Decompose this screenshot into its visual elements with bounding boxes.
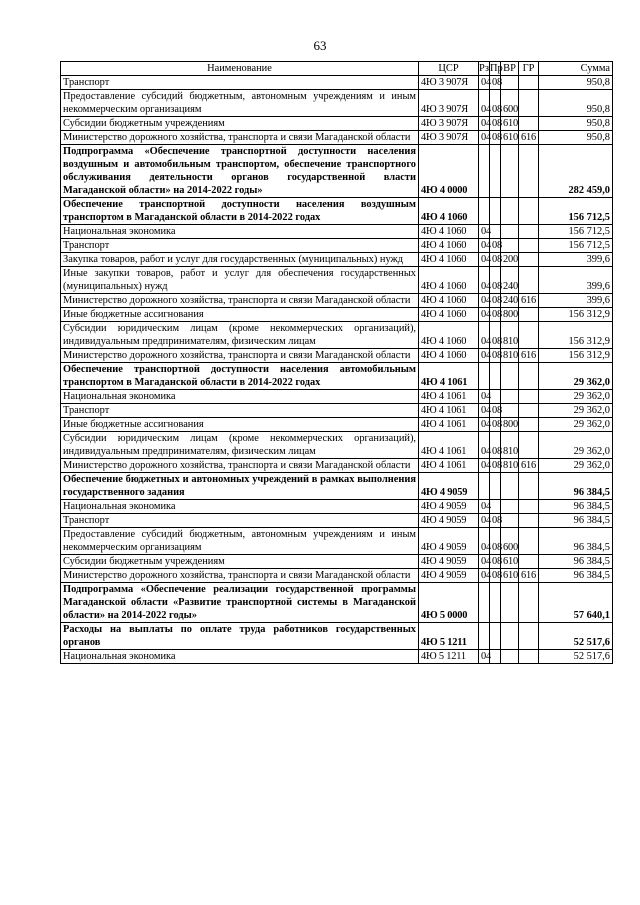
cell-gr	[519, 145, 539, 198]
cell-sum: 156 312,9	[539, 308, 613, 322]
cell-vr	[501, 623, 519, 650]
table-row	[61, 117, 613, 131]
cell-rz	[479, 623, 490, 650]
cell-name: Подпрограмма «Обеспечение реализации государственной программы Магаданской области «Развитие транспортной системы в Магаданской области» на 2014-2022 годы»	[61, 583, 419, 623]
cell-csr: 4Ю 4 1061	[419, 404, 479, 418]
cell-pr: 08	[490, 404, 501, 418]
cell-pr: 08	[490, 569, 501, 583]
cell-vr: 610	[501, 117, 519, 131]
cell-rz	[479, 363, 490, 390]
cell-name: Расходы на выплаты по оплате труда работников государственных органов	[61, 623, 419, 650]
cell-sum: 156 712,5	[539, 198, 613, 225]
cell-gr: 616	[519, 459, 539, 473]
cell-name: Обеспечение транспортной доступности населения воздушным транспортом в Магаданской области в 2014-2022 годах	[61, 198, 419, 225]
cell-vr: 610	[501, 131, 519, 145]
cell-rz: 04	[479, 404, 490, 418]
cell-pr: 08	[490, 432, 501, 459]
cell-sum: 399,6	[539, 267, 613, 294]
cell-sum: 950,8	[539, 117, 613, 131]
cell-sum: 950,8	[539, 90, 613, 117]
cell-name: Иные бюджетные ассигнования	[61, 308, 419, 322]
cell-sum: 96 384,5	[539, 528, 613, 555]
cell-rz: 04	[479, 322, 490, 349]
cell-rz: 04	[479, 90, 490, 117]
cell-sum: 282 459,0	[539, 145, 613, 198]
cell-pr: 08	[490, 267, 501, 294]
cell-vr: 810	[501, 459, 519, 473]
table-row	[61, 390, 613, 404]
cell-name: Транспорт	[61, 404, 419, 418]
cell-pr: 08	[490, 308, 501, 322]
cell-pr	[490, 225, 501, 239]
cell-gr	[519, 253, 539, 267]
cell-csr: 4Ю 4 1060	[419, 253, 479, 267]
cell-name: Национальная экономика	[61, 225, 419, 239]
cell-vr	[501, 500, 519, 514]
cell-csr: 4Ю 4 1061	[419, 432, 479, 459]
cell-gr	[519, 198, 539, 225]
cell-rz: 04	[479, 528, 490, 555]
cell-pr: 08	[490, 555, 501, 569]
table-row	[61, 528, 613, 555]
cell-sum: 156 712,5	[539, 225, 613, 239]
cell-sum: 29 362,0	[539, 390, 613, 404]
cell-csr: 4Ю 5 0000	[419, 583, 479, 623]
header-sum: Сумма	[539, 62, 613, 76]
cell-pr: 08	[490, 90, 501, 117]
table-row	[61, 363, 613, 390]
cell-csr: 4Ю 4 1061	[419, 363, 479, 390]
cell-rz: 04	[479, 76, 490, 90]
table-row	[61, 432, 613, 459]
cell-csr: 4Ю 4 1060	[419, 267, 479, 294]
cell-csr: 4Ю 3 907Я	[419, 76, 479, 90]
table-row	[61, 583, 613, 623]
cell-gr	[519, 583, 539, 623]
cell-sum: 156 312,9	[539, 349, 613, 363]
budget-table	[60, 61, 613, 664]
cell-rz: 04	[479, 294, 490, 308]
cell-csr: 4Ю 4 1060	[419, 308, 479, 322]
cell-vr	[501, 239, 519, 253]
cell-csr: 4Ю 4 1061	[419, 418, 479, 432]
cell-name: Субсидии юридическим лицам (кроме некоммерческих организаций), индивидуальным предпринимателям, физическим лицам	[61, 322, 419, 349]
cell-rz	[479, 473, 490, 500]
cell-name: Субсидии бюджетным учреждениям	[61, 555, 419, 569]
cell-gr	[519, 514, 539, 528]
cell-gr	[519, 650, 539, 664]
cell-rz: 04	[479, 569, 490, 583]
table-row	[61, 555, 613, 569]
cell-gr: 616	[519, 294, 539, 308]
cell-gr	[519, 117, 539, 131]
table-row	[61, 308, 613, 322]
table-row	[61, 650, 613, 664]
cell-vr: 600	[501, 528, 519, 555]
cell-rz: 04	[479, 253, 490, 267]
cell-rz: 04	[479, 418, 490, 432]
table-row	[61, 294, 613, 308]
cell-pr: 08	[490, 253, 501, 267]
cell-gr	[519, 623, 539, 650]
header-name: Наименование	[61, 62, 419, 76]
cell-vr: 800	[501, 418, 519, 432]
header-rz: Рз	[479, 63, 489, 74]
cell-pr: 08	[490, 322, 501, 349]
table-body	[61, 76, 613, 664]
cell-sum: 399,6	[539, 294, 613, 308]
cell-csr: 4Ю 4 1060	[419, 225, 479, 239]
cell-csr: 4Ю 5 1211	[419, 650, 479, 664]
cell-name: Транспорт	[61, 514, 419, 528]
cell-sum: 96 384,5	[539, 555, 613, 569]
cell-pr	[490, 473, 501, 500]
cell-rz: 04	[479, 349, 490, 363]
table-row	[61, 76, 613, 90]
cell-name: Министерство дорожного хозяйства, транспорта и связи Магаданской области	[61, 294, 419, 308]
cell-csr: 4Ю 4 1061	[419, 390, 479, 404]
table-row	[61, 459, 613, 473]
cell-name: Предоставление субсидий бюджетным, автономным учреждениям и иным некоммерческим организациям	[61, 90, 419, 117]
cell-sum: 29 362,0	[539, 404, 613, 418]
page-number: 63	[313, 38, 327, 53]
table-row	[61, 267, 613, 294]
table-row	[61, 239, 613, 253]
cell-vr: 800	[501, 308, 519, 322]
cell-gr: 616	[519, 349, 539, 363]
cell-vr	[501, 145, 519, 198]
cell-gr	[519, 528, 539, 555]
cell-name: Закупка товаров, работ и услуг для государственных (муниципальных) нужд	[61, 253, 419, 267]
cell-vr: 600	[501, 90, 519, 117]
table-row	[61, 473, 613, 500]
table-row	[61, 322, 613, 349]
cell-rz: 04	[479, 267, 490, 294]
header-pr: Пр	[490, 63, 503, 74]
cell-vr: 610	[501, 569, 519, 583]
cell-vr: 240	[501, 294, 519, 308]
cell-vr	[501, 76, 519, 90]
cell-vr: 810	[501, 349, 519, 363]
cell-gr	[519, 473, 539, 500]
cell-pr	[490, 623, 501, 650]
cell-pr	[490, 145, 501, 198]
cell-rz: 04	[479, 131, 490, 145]
cell-csr: 4Ю 4 9059	[419, 473, 479, 500]
table-row	[61, 514, 613, 528]
cell-sum: 96 384,5	[539, 569, 613, 583]
header-gr: ГР	[519, 62, 539, 76]
cell-gr	[519, 322, 539, 349]
cell-pr: 08	[490, 514, 501, 528]
table-row	[61, 131, 613, 145]
cell-gr: 616	[519, 569, 539, 583]
cell-name: Министерство дорожного хозяйства, транспорта и связи Магаданской области	[61, 569, 419, 583]
cell-rz: 04	[479, 500, 490, 514]
cell-vr	[501, 473, 519, 500]
table-row	[61, 623, 613, 650]
cell-rz: 04	[479, 239, 490, 253]
cell-csr: 4Ю 3 907Я	[419, 117, 479, 131]
cell-csr: 4Ю 4 1061	[419, 459, 479, 473]
cell-pr: 08	[490, 528, 501, 555]
cell-vr	[501, 650, 519, 664]
cell-rz: 04	[479, 117, 490, 131]
cell-pr: 08	[490, 239, 501, 253]
cell-name: Национальная экономика	[61, 650, 419, 664]
cell-csr: 4Ю 4 9059	[419, 528, 479, 555]
header-vr: ВР	[501, 62, 519, 76]
cell-name: Иные бюджетные ассигнования	[61, 418, 419, 432]
cell-pr: 08	[490, 117, 501, 131]
cell-gr	[519, 555, 539, 569]
cell-rz: 04	[479, 555, 490, 569]
table-row	[61, 90, 613, 117]
table-row	[61, 145, 613, 198]
table-header-row	[61, 62, 613, 76]
cell-csr: 4Ю 4 1060	[419, 294, 479, 308]
cell-sum: 57 640,1	[539, 583, 613, 623]
cell-vr: 810	[501, 432, 519, 459]
table-row	[61, 225, 613, 239]
cell-csr: 4Ю 4 1060	[419, 322, 479, 349]
table-row	[61, 349, 613, 363]
cell-rz	[479, 145, 490, 198]
cell-pr	[490, 583, 501, 623]
cell-sum: 156 712,5	[539, 239, 613, 253]
cell-csr: 4Ю 4 1060	[419, 198, 479, 225]
cell-vr: 200	[501, 253, 519, 267]
cell-pr: 08	[490, 349, 501, 363]
cell-vr: 610	[501, 555, 519, 569]
cell-gr	[519, 390, 539, 404]
cell-vr: 810	[501, 322, 519, 349]
cell-pr	[490, 363, 501, 390]
cell-pr: 08	[490, 294, 501, 308]
cell-vr	[501, 363, 519, 390]
cell-gr	[519, 363, 539, 390]
cell-sum: 29 362,0	[539, 363, 613, 390]
cell-name: Подпрограмма «Обеспечение транспортной доступности населения воздушным и автомобильным транспортом, обеспечение транспортного обслуживания деятельности органов государственной власти Магаданской области» на 2014-2022 годы»	[61, 145, 419, 198]
cell-name: Предоставление субсидий бюджетным, автономным учреждениям и иным некоммерческим организациям	[61, 528, 419, 555]
cell-sum: 52 517,6	[539, 623, 613, 650]
table-row	[61, 253, 613, 267]
cell-gr	[519, 432, 539, 459]
cell-csr: 4Ю 4 0000	[419, 145, 479, 198]
table-row	[61, 500, 613, 514]
cell-gr	[519, 418, 539, 432]
cell-rz: 04	[479, 225, 490, 239]
cell-sum: 399,6	[539, 253, 613, 267]
cell-name: Субсидии бюджетным учреждениям	[61, 117, 419, 131]
table-row	[61, 418, 613, 432]
cell-gr	[519, 90, 539, 117]
cell-name: Обеспечение бюджетных и автономных учреждений в рамках выполнения государственного задания	[61, 473, 419, 500]
cell-name: Транспорт	[61, 76, 419, 90]
table-row	[61, 404, 613, 418]
cell-name: Транспорт	[61, 239, 419, 253]
cell-name: Субсидии юридическим лицам (кроме некоммерческих организаций), индивидуальным предпринимателям, физическим лицам	[61, 432, 419, 459]
cell-sum: 29 362,0	[539, 418, 613, 432]
cell-csr: 4Ю 3 907Я	[419, 131, 479, 145]
cell-pr: 08	[490, 76, 501, 90]
cell-rz: 04	[479, 390, 490, 404]
cell-gr	[519, 76, 539, 90]
cell-sum: 950,8	[539, 76, 613, 90]
cell-rz: 04	[479, 308, 490, 322]
cell-name: Министерство дорожного хозяйства, транспорта и связи Магаданской области	[61, 349, 419, 363]
cell-name: Национальная экономика	[61, 390, 419, 404]
cell-name: Обеспечение транспортной доступности населения автомобильным транспортом в Магаданской области в 2014-2022 годах	[61, 363, 419, 390]
cell-gr	[519, 500, 539, 514]
cell-pr: 08	[490, 459, 501, 473]
cell-vr: 240	[501, 267, 519, 294]
cell-csr: 4Ю 5 1211	[419, 623, 479, 650]
cell-sum: 52 517,6	[539, 650, 613, 664]
cell-name: Национальная экономика	[61, 500, 419, 514]
cell-gr	[519, 225, 539, 239]
cell-csr: 4Ю 4 9059	[419, 555, 479, 569]
cell-rz: 04	[479, 432, 490, 459]
cell-pr	[490, 650, 501, 664]
cell-gr	[519, 308, 539, 322]
cell-csr: 4Ю 4 9059	[419, 500, 479, 514]
cell-sum: 29 362,0	[539, 459, 613, 473]
table-row	[61, 198, 613, 225]
cell-pr: 08	[490, 131, 501, 145]
cell-pr	[490, 500, 501, 514]
cell-vr	[501, 225, 519, 239]
cell-pr	[490, 390, 501, 404]
cell-name: Иные закупки товаров, работ и услуг для обеспечения государственных (муниципальных) нужд	[61, 267, 419, 294]
cell-gr	[519, 404, 539, 418]
cell-sum: 950,8	[539, 131, 613, 145]
cell-pr	[490, 198, 501, 225]
cell-sum: 29 362,0	[539, 432, 613, 459]
cell-vr	[501, 198, 519, 225]
cell-rz	[479, 583, 490, 623]
table-row	[61, 569, 613, 583]
cell-vr	[501, 404, 519, 418]
cell-vr	[501, 390, 519, 404]
cell-pr: 08	[490, 418, 501, 432]
cell-sum: 96 384,5	[539, 514, 613, 528]
cell-gr	[519, 239, 539, 253]
cell-csr: 4Ю 3 907Я	[419, 90, 479, 117]
cell-vr	[501, 583, 519, 623]
cell-rz: 04	[479, 514, 490, 528]
cell-csr: 4Ю 4 9059	[419, 514, 479, 528]
cell-csr: 4Ю 4 1060	[419, 349, 479, 363]
cell-csr: 4Ю 4 9059	[419, 569, 479, 583]
cell-name: Министерство дорожного хозяйства, транспорта и связи Магаданской области	[61, 131, 419, 145]
cell-sum: 156 312,9	[539, 322, 613, 349]
cell-rz: 04	[479, 459, 490, 473]
cell-csr: 4Ю 4 1060	[419, 239, 479, 253]
header-csr: ЦСР	[419, 62, 479, 76]
cell-vr	[501, 514, 519, 528]
cell-gr	[519, 267, 539, 294]
cell-name: Министерство дорожного хозяйства, транспорта и связи Магаданской области	[61, 459, 419, 473]
cell-gr: 616	[519, 131, 539, 145]
cell-rz	[479, 198, 490, 225]
cell-sum: 96 384,5	[539, 500, 613, 514]
cell-sum: 96 384,5	[539, 473, 613, 500]
cell-rz: 04	[479, 650, 490, 664]
